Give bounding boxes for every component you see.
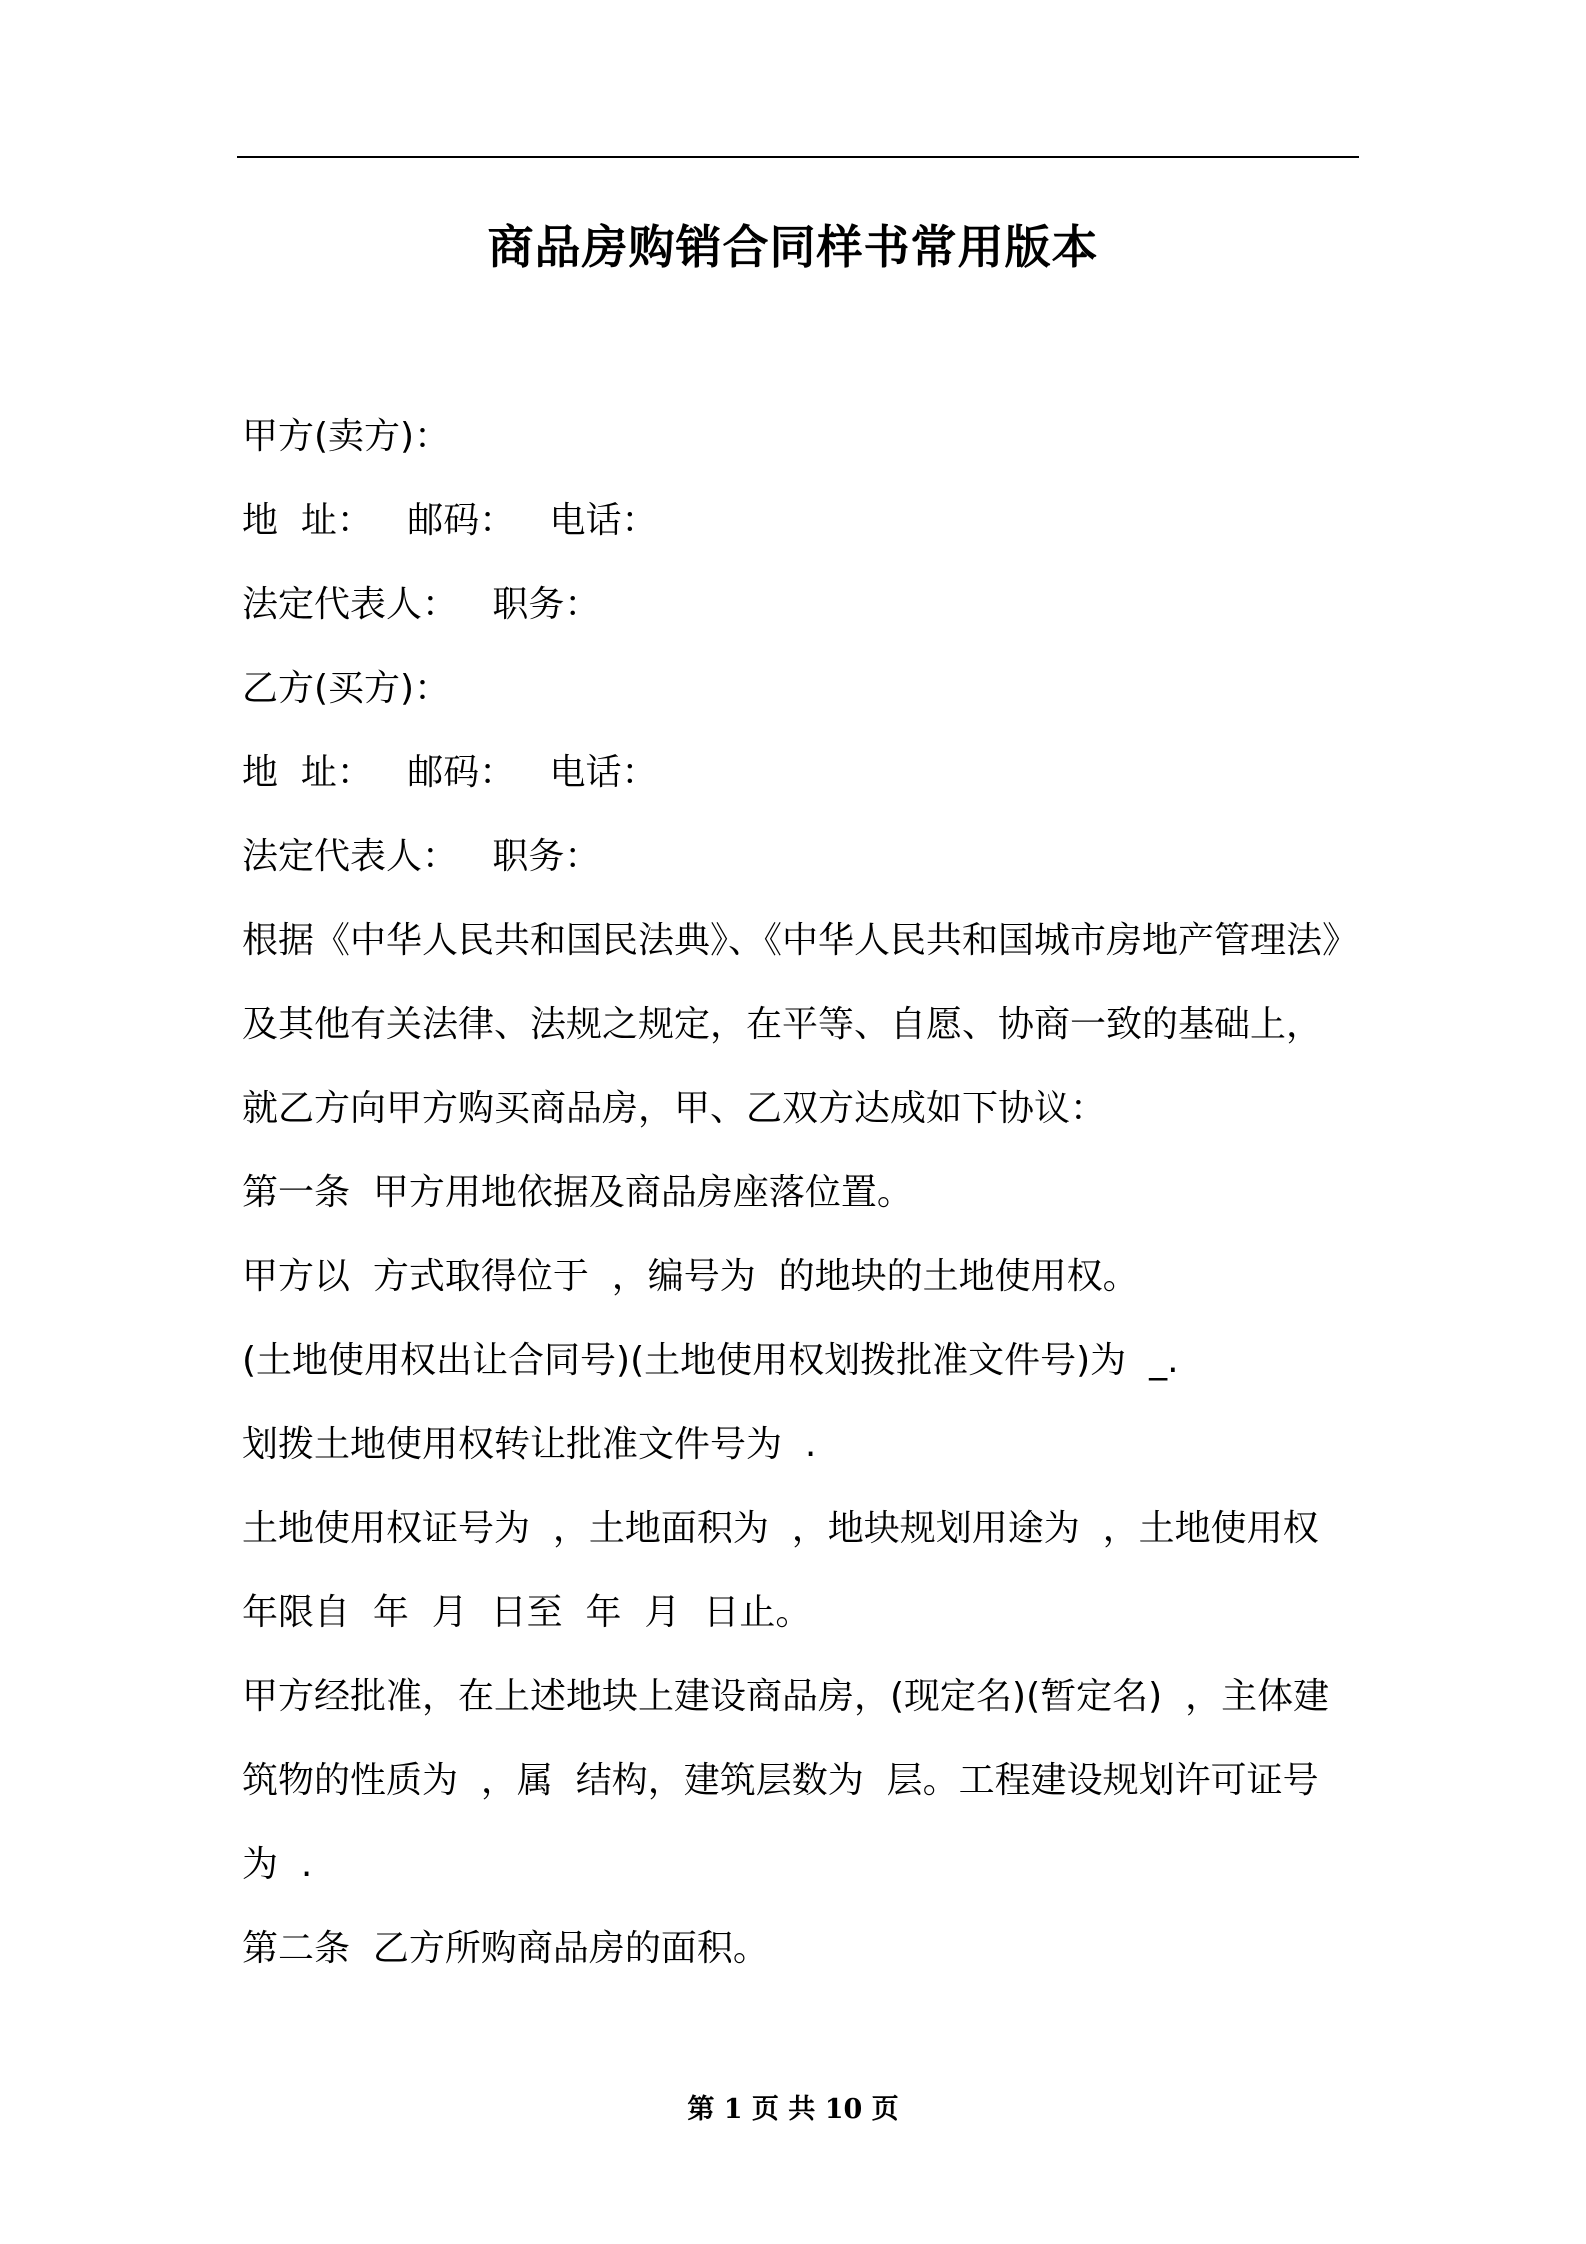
- party-a-address-line: 地 址： 邮码： 电话：: [242, 500, 658, 541]
- paragraph-line: 为 .: [242, 1844, 313, 1885]
- paragraph-line: 及其他有关法律、法规之规定，在平等、自愿、协商一致的基础上，: [242, 1004, 1323, 1045]
- document-body: [242, 402, 1362, 1998]
- paragraph-line: 根据《中华人民共和国民法典》、《中华人民共和国城市房地产管理法》: [242, 920, 1359, 961]
- paragraph-line: 筑物的性质为 ，属 结构，建筑层数为 层。工程建设规划许可证号: [242, 1760, 1319, 1801]
- paragraph-line: 划拨土地使用权转让批准文件号为 .: [242, 1424, 817, 1465]
- party-b-label: 乙方(买方)：: [242, 668, 451, 709]
- paragraph-line: 甲方以 方式取得位于 ，编号为 的地块的土地使用权。: [242, 1256, 1139, 1297]
- paragraph-line: 甲方经批准，在上述地块上建设商品房，(现定名)(暂定名) ，主体建: [242, 1676, 1330, 1717]
- page-number-footer: 第 1 页 共 10 页: [687, 2094, 899, 2125]
- party-a-representative-line: 法定代表人： 职务：: [242, 584, 601, 625]
- paragraph-line: 土地使用权证号为 ，土地面积为 ，地块规划用途为 ，土地使用权: [242, 1508, 1319, 1549]
- paragraph-line: 年限自 年 月 日至 年 月 日止。: [242, 1592, 812, 1633]
- article-heading: 第一条 甲方用地依据及商品房座落位置。: [242, 1172, 913, 1213]
- party-b-representative-line: 法定代表人： 职务：: [242, 836, 601, 877]
- party-b-address-line: 地 址： 邮码： 电话：: [242, 752, 658, 793]
- paragraph-line: 就乙方向甲方购买商品房，甲、乙双方达成如下协议：: [242, 1088, 1107, 1129]
- paragraph-line: (土地使用权出让合同号)(土地使用权划拨批准文件号)为 _.: [242, 1340, 1179, 1381]
- document-title: 商品房购销合同样书常用版本: [487, 220, 1099, 274]
- article-heading: 第二条 乙方所购商品房的面积。: [242, 1928, 769, 1969]
- header-rule: [237, 156, 1359, 158]
- party-a-label: 甲方(卖方)：: [242, 416, 451, 457]
